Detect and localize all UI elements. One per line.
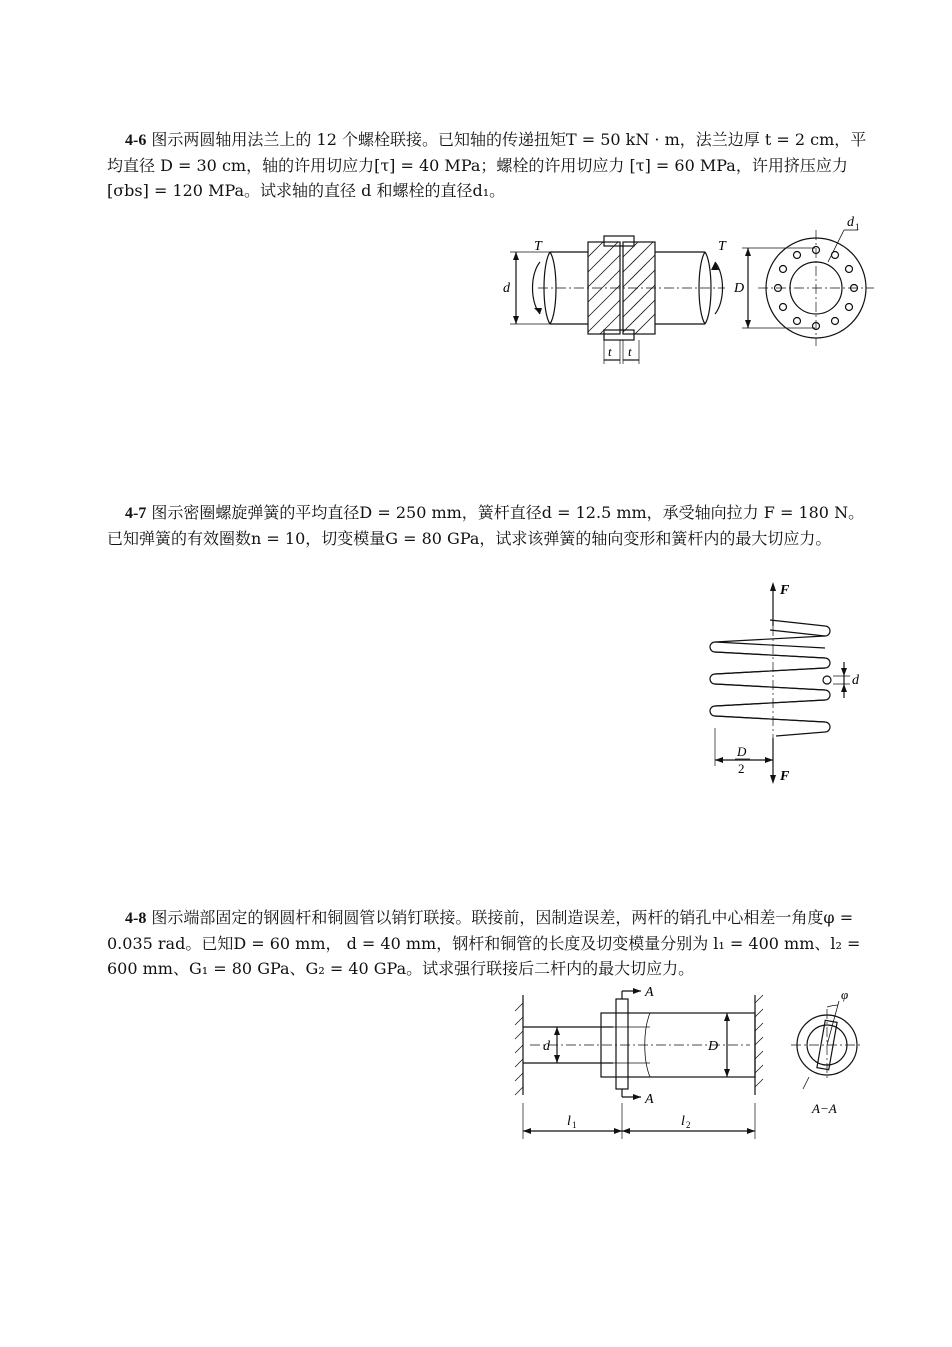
label-d1: d [847, 215, 854, 230]
label-d1-sub: 1 [855, 222, 860, 232]
label-T-right: T [718, 239, 726, 254]
label-D: D [708, 1039, 719, 1054]
label-section-AA: A−A [812, 1101, 837, 1116]
problem-4-6 [107, 127, 867, 203]
problem-statement: 图示两圆轴用法兰上的 12 个螺栓联接。已知轴的传递扭矩T = 50 kN · m，法兰边厚 t = 2 cm，平均直径 D = 30 cm，轴的许用切应力[τ] = 40 MPa；螺栓的许用切应力 [τ] = 60 MPa，许用挤压应力[σbs] = 120 MPa。试求轴的直径 d 和螺栓的直径d₁。 [107, 130, 867, 200]
label-l2: l [681, 1114, 685, 1129]
figure-4-6-flange-coupling [500, 212, 880, 372]
label-d: d [852, 673, 859, 688]
problem-text [107, 905, 867, 981]
problem-4-8 [107, 905, 867, 981]
problem-text [107, 127, 867, 203]
figure-4-8-rod-tube-pin [505, 985, 885, 1145]
label-A-bottom: A [645, 1092, 654, 1107]
problem-number: 4-8 [125, 910, 147, 927]
problem-number: 4-6 [125, 132, 147, 149]
label-A-top: A [645, 985, 654, 1000]
problem-number: 4-7 [125, 505, 147, 522]
label-two: 2 [738, 761, 745, 776]
problem-statement: 图示密圈螺旋弹簧的平均直径D = 250 mm，簧杆直径d = 12.5 mm，承受轴向拉力 F = 180 N。已知弹簧的有效圈数n = 10，切变模量G = 80 GPa，试求该弹簧的轴向变形和簧杆内的最大切应力。 [107, 503, 865, 548]
figure-4-7-helical-spring [700, 578, 870, 788]
problem-4-7 [107, 500, 867, 551]
label-t-right: t [628, 344, 632, 359]
label-l1-sub: 1 [572, 1120, 577, 1130]
label-t-left: t [608, 344, 612, 359]
problem-text [107, 500, 867, 551]
problem-statement: 图示端部固定的钢圆杆和铜圆管以销钉联接。联接前，因制造误差，两杆的销孔中心相差一角度φ = 0.035 rad。已知D = 60 mm， d = 40 mm，钢杆和铜管的长度及切变模量分别为 l₁ = 400 mm、l₂ = 600 mm、G₁ = 80 GPa、G₂ = 40 GPa。试求强行联接后二杆内的最大切应力。 [107, 908, 861, 978]
label-T-left: T [534, 239, 542, 254]
label-d: d [503, 281, 510, 296]
label-l2-sub: 2 [686, 1120, 691, 1130]
label-D: D [737, 744, 747, 759]
label-phi: φ [841, 987, 849, 1002]
label-l1: l [567, 1114, 571, 1129]
label-D: D [734, 281, 745, 296]
label-F-top: F [780, 583, 790, 598]
label-F-bottom: F [780, 769, 790, 784]
label-d: d [543, 1039, 550, 1054]
